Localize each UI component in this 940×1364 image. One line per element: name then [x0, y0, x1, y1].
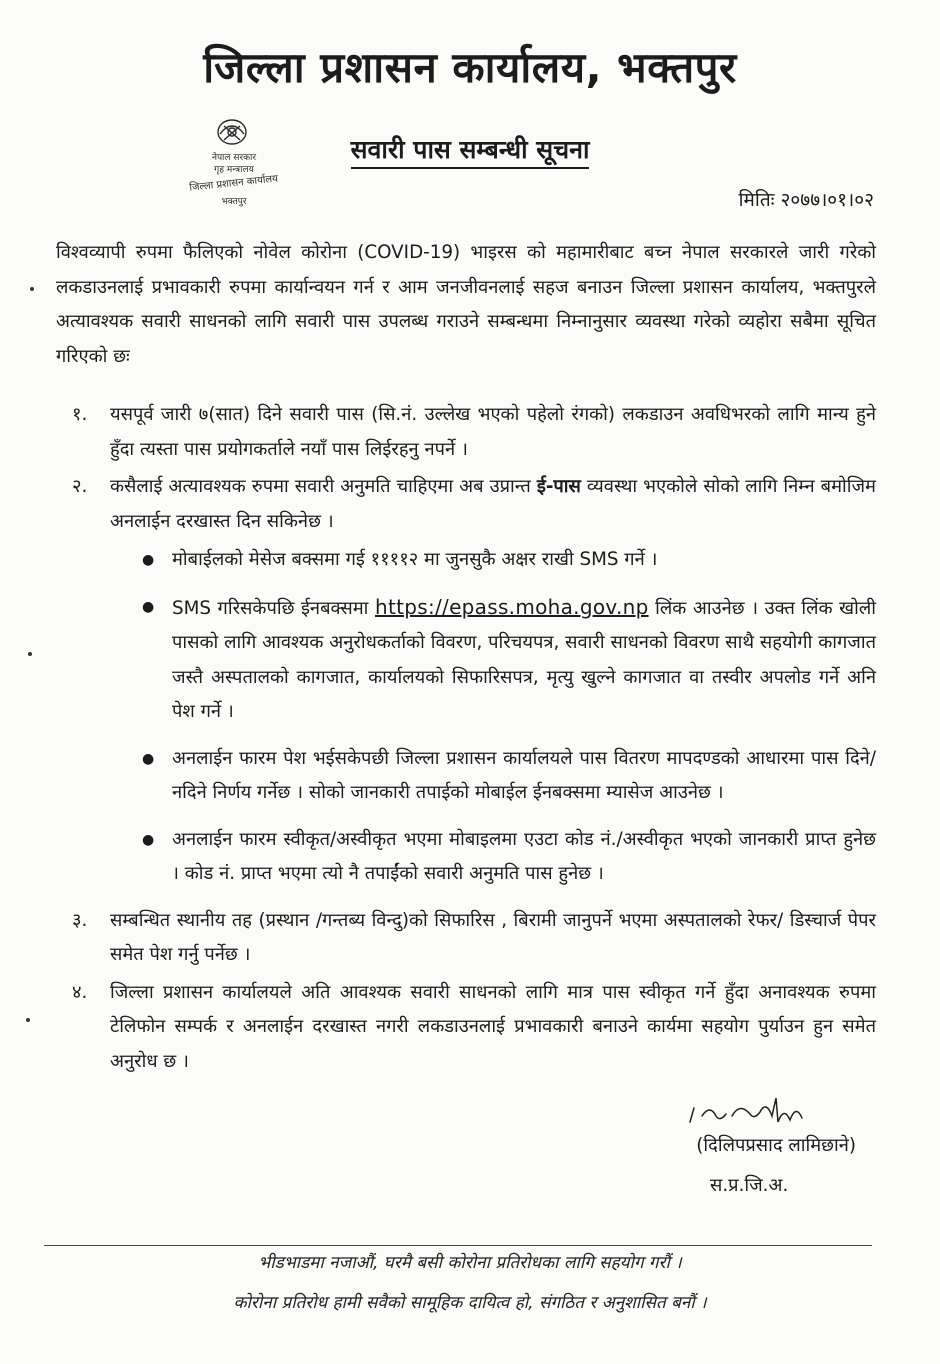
bullet-text: मोबाईलको मेसेज बक्समा गई ११११२ मा जुनसुकै अक्षर राखी SMS गर्ने । [172, 549, 658, 570]
scan-speck [30, 287, 34, 291]
point-3 [72, 904, 876, 973]
point-1 [72, 398, 876, 467]
seal-line-4: भक्तपुर [221, 197, 247, 207]
bullet-icon: ● [142, 552, 155, 568]
seal-line-2: गृह मन्त्रालय [214, 165, 254, 175]
bullet-text-end: लिंक आउनेछ । उक्त लिंक खोली पासको लागि आवश्यक अनुरोधकर्ताको विवरण, परिचयपत्र, सवारी साधनको विवरण साथै सहयोगी कागजात जस्तै अस्पतालको कागजात, कार्यालयको सिफारिसपत्र, मृत्यु खुल्ने कागजात वा तस्वीर अपलोड गर्ने अनि पेश गर्ने । [172, 597, 876, 722]
bullet-text-start: SMS गरिसकेपछि ईनबक्समा [172, 597, 375, 619]
point-4 [72, 976, 876, 1080]
point-number: २. [72, 476, 88, 497]
notice-subject [0, 132, 940, 166]
notice-subject-text: सवारी पास सम्बन्धी सूचना [351, 135, 590, 169]
scan-speck [26, 1018, 30, 1022]
bullet-text: अनलाईन फारम पेश भईसकेपछी जिल्ला प्रशासन कार्यालयले पास वितरण मापदण्डको आधारमा पास दिने/नदिने निर्णय गर्नेछ । सोको जानकारी तपाईको मोबाईल ईनबक्समा म्यासेज आउनेछ । [172, 747, 876, 803]
bullet-icon: ● [142, 598, 155, 615]
intro-paragraph: विश्वव्यापी रुपमा फैलिएको नोवेल कोरोना (COVID-19) भाइरस को महामारीबाट बच्न नेपाल सरकारले जारी गरेको लकडाउनलाई प्रभावकारी रुपमा कार्यान्वयन गर्न र आम जनजीवनलाई सहज बनाउन जिल्ला प्रशासन कार्यालय, भक्तपुरले अत्यावश्यक सवारी साधनको लागि सवारी पास उपलब्ध गराउने सम्बन्धमा निम्नानुसार व्यवस्था गरेको व्यहोरा सबैमा सूचित गरिएको छः [56, 242, 876, 367]
point-2 [72, 470, 876, 539]
list-item [142, 590, 876, 730]
point-number: १. [72, 404, 88, 425]
epass-link[interactable]: https://epass.moha.gov.np [374, 594, 649, 619]
office-title: जिल्ला प्रशासन कार्यालय, भक्तपुर [203, 43, 737, 92]
bullet-text [172, 590, 876, 730]
seal-line-1: नेपाल सरकार [211, 153, 257, 163]
epass-steps-list [72, 543, 876, 892]
bullet-icon: ● [142, 831, 155, 848]
bullet-text: अनलाईन फारम स्वीकृत/अस्वीकृत भएमा मोबाइलमा एउटा कोड नं./अस्वीकृत भएको जानकारी प्राप्त हुनेछ । कोड नं. प्राप्त भएमा त्यो नै तपाईंको सवारी अनुमति पास हुनेछ । [172, 828, 876, 884]
footer-divider [44, 1245, 872, 1246]
point-text [110, 470, 876, 539]
signer-title: स.प्र.जि.अ. [710, 1175, 789, 1196]
footer-slogan-1: भीडभाडमा नजाऔं, घरमै बसी कोरोना प्रतिरोधका लागि सहयोग गरौं । [258, 1253, 682, 1273]
point-text-end: व्यवस्था भएकोले सोको लागि निम्न बमोजिम अनलाईन दरखास्त दिन सकिनेछ । [110, 476, 876, 532]
scan-speck [28, 652, 32, 656]
list-item [142, 742, 876, 811]
intro-paragraph-block [56, 236, 876, 374]
handwritten-signature [680, 1092, 870, 1132]
notice-date: मितिः २०७७।०१।०२ [738, 189, 874, 211]
signer-name: (दिलिपप्रसाद लामिछाने) [696, 1135, 856, 1156]
point-text: यसपूर्व जारी ७(सात) दिने सवारी पास (सि.नं. उल्लेख भएको पहेलो रंगको) लकडाउन अवधिभरको लागि मान्य हुने हुँदा त्यस्ता पास प्रयोगकर्ताले नयाँ पास लिईरहनु नपर्ने । [110, 404, 876, 460]
seal-line-3: जिल्ला प्रशासन कार्यालय [188, 173, 279, 194]
point-text-start: कसैलाई अत्यावश्यक रुपमा सवारी अनुमति चाहिएमा अब उप्रान्त [110, 476, 537, 497]
bullet-icon: ● [142, 750, 155, 767]
point-text: सम्बन्धित स्थानीय तह (प्रस्थान /गन्तब्य विन्दु)को सिफारिस , बिरामी जानुपर्ने भएमा अस्पतालको रेफर/ डिस्चार्ज पेपर समेत पेश गर्नु पर्नेछ । [110, 909, 876, 965]
footer-slogan-2: कोरोना प्रतिरोध हामी सवैको सामूहिक दायित्व हो, संगठित र अनुशासित बनौं । [233, 1293, 707, 1313]
point-text: जिल्ला प्रशासन कार्यालयले अति आवश्यक सवारी साधनको लागि मात्र पास स्वीकृत गर्ने हुँदा अनावश्यक रुपमा टेलिफोन सम्पर्क र अनलाईन दरखास्त नगरी लकडाउनलाई प्रभावकारी बनाउने कार्यमा सहयोग पुर्याउन हुन समेत अनुरोध छ । [110, 981, 876, 1072]
list-item [142, 543, 876, 578]
point-number: ३. [72, 909, 88, 931]
points-list [72, 398, 876, 1082]
epass-term: ई-पास [536, 476, 581, 497]
point-number: ४. [72, 981, 88, 1003]
list-item [142, 823, 876, 892]
